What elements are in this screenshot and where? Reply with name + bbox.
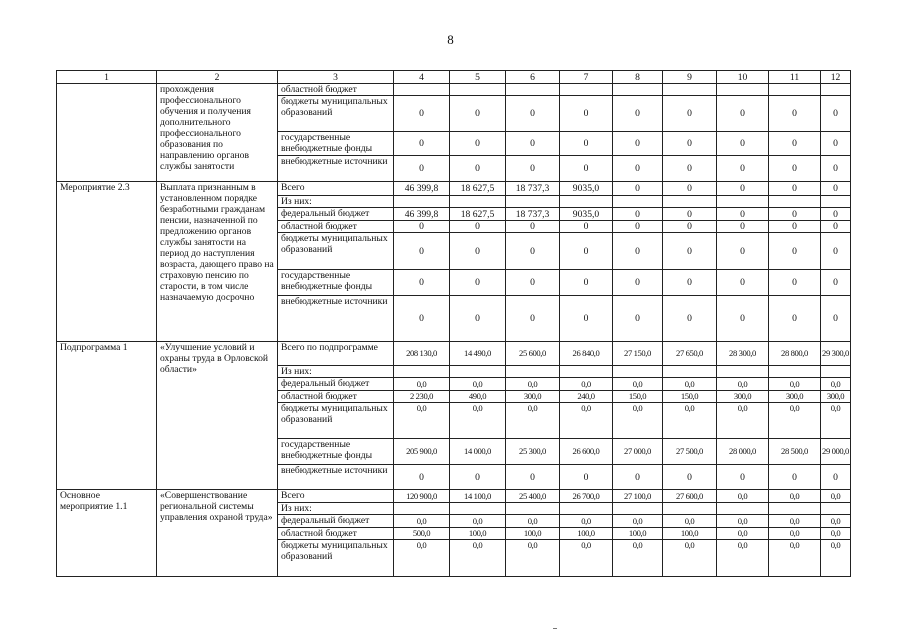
value-cell: 0 (663, 96, 717, 132)
funding-source-cell: федеральный бюджет (278, 515, 394, 528)
value-cell: 0 (821, 208, 851, 221)
value-cell: 0 (663, 270, 717, 296)
header-cell: 6 (506, 71, 560, 84)
value-cell: 0,0 (821, 490, 851, 503)
value-cell: 0,0 (506, 515, 560, 528)
value-cell: 0,0 (506, 540, 560, 577)
value-cell: 0 (394, 96, 450, 132)
value-cell: 0,0 (394, 540, 450, 577)
funding-source-cell: областной бюджет (278, 84, 394, 96)
value-cell: 0,0 (663, 378, 717, 391)
funding-source-cell: Из них: (278, 196, 394, 208)
value-cell (821, 196, 851, 208)
value-cell (506, 196, 560, 208)
value-cell: 100,0 (560, 528, 613, 540)
value-cell: 0 (560, 96, 613, 132)
table-row (57, 84, 851, 96)
value-cell: 0 (821, 96, 851, 132)
value-cell: 0 (663, 233, 717, 270)
value-cell (717, 366, 769, 378)
value-cell: 0,0 (821, 378, 851, 391)
value-cell: 0 (450, 296, 506, 342)
value-cell (450, 84, 506, 96)
value-cell: 0 (717, 465, 769, 490)
funding-source-cell: Из них: (278, 366, 394, 378)
value-cell (821, 84, 851, 96)
funding-source-cell: внебюджетные источники (278, 296, 394, 342)
page-number: 8 (447, 32, 454, 47)
value-cell: 46 399,8 (394, 182, 450, 196)
value-cell: 150,0 (663, 391, 717, 403)
value-cell: 0 (663, 182, 717, 196)
value-cell: 0,0 (506, 403, 560, 439)
value-cell: 0 (450, 96, 506, 132)
value-cell (450, 196, 506, 208)
value-cell: 0 (717, 96, 769, 132)
value-cell: 46 399,8 (394, 208, 450, 221)
value-cell (717, 196, 769, 208)
value-cell: 0,0 (821, 540, 851, 577)
value-cell: 26 700,0 (560, 490, 613, 503)
value-cell (769, 84, 821, 96)
value-cell: 0,0 (560, 378, 613, 391)
value-cell: 0 (613, 270, 663, 296)
value-cell: 0,0 (560, 540, 613, 577)
value-cell (560, 84, 613, 96)
funding-source-cell: федеральный бюджет (278, 208, 394, 221)
value-cell: 0,0 (663, 403, 717, 439)
value-cell: 0 (717, 233, 769, 270)
value-cell: 18 627,5 (450, 182, 506, 196)
value-cell: 0,0 (394, 515, 450, 528)
value-cell: 0 (506, 96, 560, 132)
value-cell: 14 000,0 (450, 439, 506, 465)
value-cell: 300,0 (821, 391, 851, 403)
value-cell: 0 (450, 233, 506, 270)
item-title-cell: прохождения профессионального обучения и получения дополнительного профессионального образования по направлению органов службы занятости (157, 84, 278, 182)
value-cell: 0 (663, 221, 717, 233)
header-cell: 5 (450, 71, 506, 84)
value-cell (394, 366, 450, 378)
value-cell: 0 (450, 221, 506, 233)
value-cell: 240,0 (560, 391, 613, 403)
value-cell: 0,0 (717, 528, 769, 540)
value-cell: 0 (613, 156, 663, 182)
value-cell: 0 (821, 132, 851, 156)
value-cell: 0,0 (394, 403, 450, 439)
value-cell (717, 84, 769, 96)
funding-source-cell: областной бюджет (278, 528, 394, 540)
value-cell (506, 366, 560, 378)
value-cell: 0 (821, 156, 851, 182)
value-cell: 0 (769, 270, 821, 296)
value-cell: 14 490,0 (450, 342, 506, 366)
value-cell: 0,0 (560, 515, 613, 528)
value-cell: 0,0 (769, 403, 821, 439)
value-cell: 0 (663, 208, 717, 221)
value-cell: 0 (769, 156, 821, 182)
value-cell: 29 300,0 (821, 342, 851, 366)
value-cell: 0 (769, 96, 821, 132)
header-cell: 12 (821, 71, 851, 84)
value-cell: 0,0 (821, 515, 851, 528)
value-cell: 0 (717, 221, 769, 233)
value-cell: 0 (506, 221, 560, 233)
value-cell: 27 100,0 (613, 490, 663, 503)
value-cell: 27 150,0 (613, 342, 663, 366)
value-cell: 28 500,0 (769, 439, 821, 465)
value-cell (663, 503, 717, 515)
value-cell: 0 (613, 182, 663, 196)
funding-source-cell: бюджеты муниципальных образований (278, 403, 394, 439)
value-cell: 0 (613, 233, 663, 270)
funding-source-cell: Из них: (278, 503, 394, 515)
value-cell: 300,0 (717, 391, 769, 403)
value-cell: 0 (613, 208, 663, 221)
value-cell: 0,0 (506, 378, 560, 391)
funding-source-cell: Всего по подпрограмме (278, 342, 394, 366)
value-cell: 205 900,0 (394, 439, 450, 465)
value-cell: 0,0 (769, 378, 821, 391)
value-cell: 120 900,0 (394, 490, 450, 503)
value-cell: 28 300,0 (717, 342, 769, 366)
value-cell (394, 503, 450, 515)
value-cell: 0 (663, 296, 717, 342)
funding-source-cell: внебюджетные источники (278, 156, 394, 182)
budget-table (56, 70, 851, 577)
value-cell: 0 (560, 233, 613, 270)
value-cell: 100,0 (450, 528, 506, 540)
value-cell: 18 737,3 (506, 182, 560, 196)
value-cell: 18 627,5 (450, 208, 506, 221)
value-cell: 0,0 (717, 515, 769, 528)
value-cell: 0 (821, 233, 851, 270)
value-cell (506, 503, 560, 515)
header-cell: 3 (278, 71, 394, 84)
value-cell (560, 366, 613, 378)
value-cell: 0 (821, 465, 851, 490)
value-cell: 0 (663, 132, 717, 156)
value-cell: 0 (394, 465, 450, 490)
value-cell (663, 366, 717, 378)
item-code-cell: Мероприятие 2.3 (57, 182, 157, 342)
value-cell: 0,0 (717, 490, 769, 503)
value-cell: 0 (506, 270, 560, 296)
funding-source-cell: федеральный бюджет (278, 378, 394, 391)
value-cell: 0 (394, 156, 450, 182)
funding-source-cell: областной бюджет (278, 391, 394, 403)
value-cell: 100,0 (506, 528, 560, 540)
value-cell: 0 (394, 132, 450, 156)
value-cell: 0 (663, 465, 717, 490)
value-cell: 9035,0 (560, 182, 613, 196)
table-row (57, 490, 851, 503)
value-cell: 0 (506, 132, 560, 156)
header-cell: 8 (613, 71, 663, 84)
value-cell (450, 503, 506, 515)
value-cell: 0 (560, 270, 613, 296)
value-cell (717, 503, 769, 515)
value-cell: 0,0 (769, 490, 821, 503)
value-cell: 27 600,0 (663, 490, 717, 503)
value-cell (769, 196, 821, 208)
value-cell: 0 (506, 296, 560, 342)
value-cell: 0 (394, 221, 450, 233)
value-cell: 0,0 (821, 528, 851, 540)
item-code-cell: Основное мероприятие 1.1 (57, 490, 157, 577)
value-cell: 25 300,0 (506, 439, 560, 465)
value-cell: 0,0 (821, 403, 851, 439)
value-cell: 0,0 (663, 540, 717, 577)
value-cell: 0 (560, 132, 613, 156)
value-cell: 0 (560, 156, 613, 182)
value-cell: 27 000,0 (613, 439, 663, 465)
value-cell: 0 (769, 296, 821, 342)
table-row (57, 342, 851, 366)
value-cell: 100,0 (613, 528, 663, 540)
value-cell: 28 800,0 (769, 342, 821, 366)
value-cell: 0 (560, 465, 613, 490)
value-cell: 9035,0 (560, 208, 613, 221)
header-cell: 9 (663, 71, 717, 84)
item-title-cell: Выплата признанным в установленном порядке безработными гражданам пенсии, назначенной по предложению органов службы занятости на период до наступления возраста, дающего право на страховую пенсию по старости, в том числе назначаемую досрочно (157, 182, 278, 342)
value-cell: 0 (769, 132, 821, 156)
value-cell (394, 84, 450, 96)
value-cell: 0 (506, 465, 560, 490)
value-cell: 500,0 (394, 528, 450, 540)
funding-source-cell: государственные внебюджетные фонды (278, 439, 394, 465)
value-cell: 0 (769, 182, 821, 196)
value-cell: 0,0 (613, 540, 663, 577)
value-cell: 18 737,3 (506, 208, 560, 221)
funding-source-cell: Всего (278, 182, 394, 196)
value-cell: 100,0 (663, 528, 717, 540)
value-cell: 0 (450, 465, 506, 490)
value-cell (821, 366, 851, 378)
item-code-cell: Подпрограмма 1 (57, 342, 157, 490)
value-cell: 0 (394, 296, 450, 342)
header-row (57, 71, 851, 84)
value-cell: 0,0 (450, 515, 506, 528)
value-cell: 0 (560, 221, 613, 233)
value-cell: 2 230,0 (394, 391, 450, 403)
value-cell: 0,0 (560, 403, 613, 439)
value-cell: 25 600,0 (506, 342, 560, 366)
value-cell: 300,0 (506, 391, 560, 403)
value-cell (394, 196, 450, 208)
value-cell: 0,0 (613, 403, 663, 439)
value-cell: 0,0 (450, 540, 506, 577)
value-cell: 0 (450, 132, 506, 156)
value-cell: 28 000,0 (717, 439, 769, 465)
value-cell: 0 (821, 182, 851, 196)
funding-source-cell: бюджеты муниципальных образований (278, 540, 394, 577)
value-cell: 0 (821, 221, 851, 233)
funding-source-cell: областной бюджет (278, 221, 394, 233)
item-title-cell: «Улучшение условий и охраны труда в Орловской области» (157, 342, 278, 490)
value-cell: 0 (717, 296, 769, 342)
value-cell: 26 600,0 (560, 439, 613, 465)
value-cell: 0,0 (450, 403, 506, 439)
funding-source-cell: Всего (278, 490, 394, 503)
funding-source-cell: государственные внебюджетные фонды (278, 132, 394, 156)
value-cell: 0 (613, 296, 663, 342)
scan-mark (553, 628, 557, 629)
value-cell (613, 366, 663, 378)
value-cell: 0,0 (717, 540, 769, 577)
value-cell (613, 84, 663, 96)
value-cell (663, 84, 717, 96)
header-cell: 2 (157, 71, 278, 84)
value-cell: 0 (717, 156, 769, 182)
value-cell: 0 (717, 182, 769, 196)
funding-source-cell: бюджеты муниципальных образований (278, 96, 394, 132)
value-cell: 0 (613, 465, 663, 490)
value-cell: 0 (506, 156, 560, 182)
funding-source-cell: бюджеты муниципальных образований (278, 233, 394, 270)
value-cell: 0 (613, 132, 663, 156)
value-cell: 0 (506, 233, 560, 270)
value-cell: 0 (769, 233, 821, 270)
value-cell (560, 503, 613, 515)
value-cell (613, 503, 663, 515)
value-cell: 14 100,0 (450, 490, 506, 503)
value-cell (769, 366, 821, 378)
value-cell (450, 366, 506, 378)
header-cell: 4 (394, 71, 450, 84)
value-cell: 0 (769, 465, 821, 490)
value-cell (821, 503, 851, 515)
value-cell: 0,0 (717, 403, 769, 439)
value-cell: 0,0 (613, 515, 663, 528)
value-cell: 300,0 (769, 391, 821, 403)
value-cell: 0 (717, 208, 769, 221)
item-code-cell (57, 84, 157, 182)
value-cell: 0,0 (769, 515, 821, 528)
value-cell: 0 (717, 270, 769, 296)
value-cell: 0,0 (769, 540, 821, 577)
value-cell (613, 196, 663, 208)
value-cell: 0 (394, 233, 450, 270)
value-cell: 0,0 (613, 378, 663, 391)
value-cell: 26 840,0 (560, 342, 613, 366)
value-cell: 0 (450, 270, 506, 296)
value-cell: 0 (821, 296, 851, 342)
value-cell: 0,0 (394, 378, 450, 391)
value-cell: 0,0 (450, 378, 506, 391)
value-cell: 27 650,0 (663, 342, 717, 366)
value-cell: 0 (769, 221, 821, 233)
value-cell: 490,0 (450, 391, 506, 403)
funding-source-cell: внебюджетные источники (278, 465, 394, 490)
value-cell: 150,0 (613, 391, 663, 403)
value-cell: 0 (450, 156, 506, 182)
value-cell: 0 (717, 132, 769, 156)
funding-source-cell: государственные внебюджетные фонды (278, 270, 394, 296)
header-cell: 11 (769, 71, 821, 84)
value-cell: 0,0 (717, 378, 769, 391)
value-cell: 0 (394, 270, 450, 296)
header-cell: 7 (560, 71, 613, 84)
value-cell: 0 (663, 156, 717, 182)
value-cell: 25 400,0 (506, 490, 560, 503)
value-cell (560, 196, 613, 208)
value-cell: 0,0 (663, 515, 717, 528)
value-cell: 0 (769, 208, 821, 221)
value-cell: 0 (560, 296, 613, 342)
value-cell: 0,0 (769, 528, 821, 540)
header-cell: 10 (717, 71, 769, 84)
value-cell: 0 (821, 270, 851, 296)
value-cell: 208 130,0 (394, 342, 450, 366)
table-row (57, 182, 851, 196)
value-cell (769, 503, 821, 515)
header-cell: 1 (57, 71, 157, 84)
value-cell: 0 (613, 96, 663, 132)
item-title-cell: «Совершенствование региональной системы управления охраной труда» (157, 490, 278, 577)
value-cell: 27 500,0 (663, 439, 717, 465)
value-cell: 0 (613, 221, 663, 233)
value-cell (663, 196, 717, 208)
value-cell (506, 84, 560, 96)
value-cell: 29 000,0 (821, 439, 851, 465)
